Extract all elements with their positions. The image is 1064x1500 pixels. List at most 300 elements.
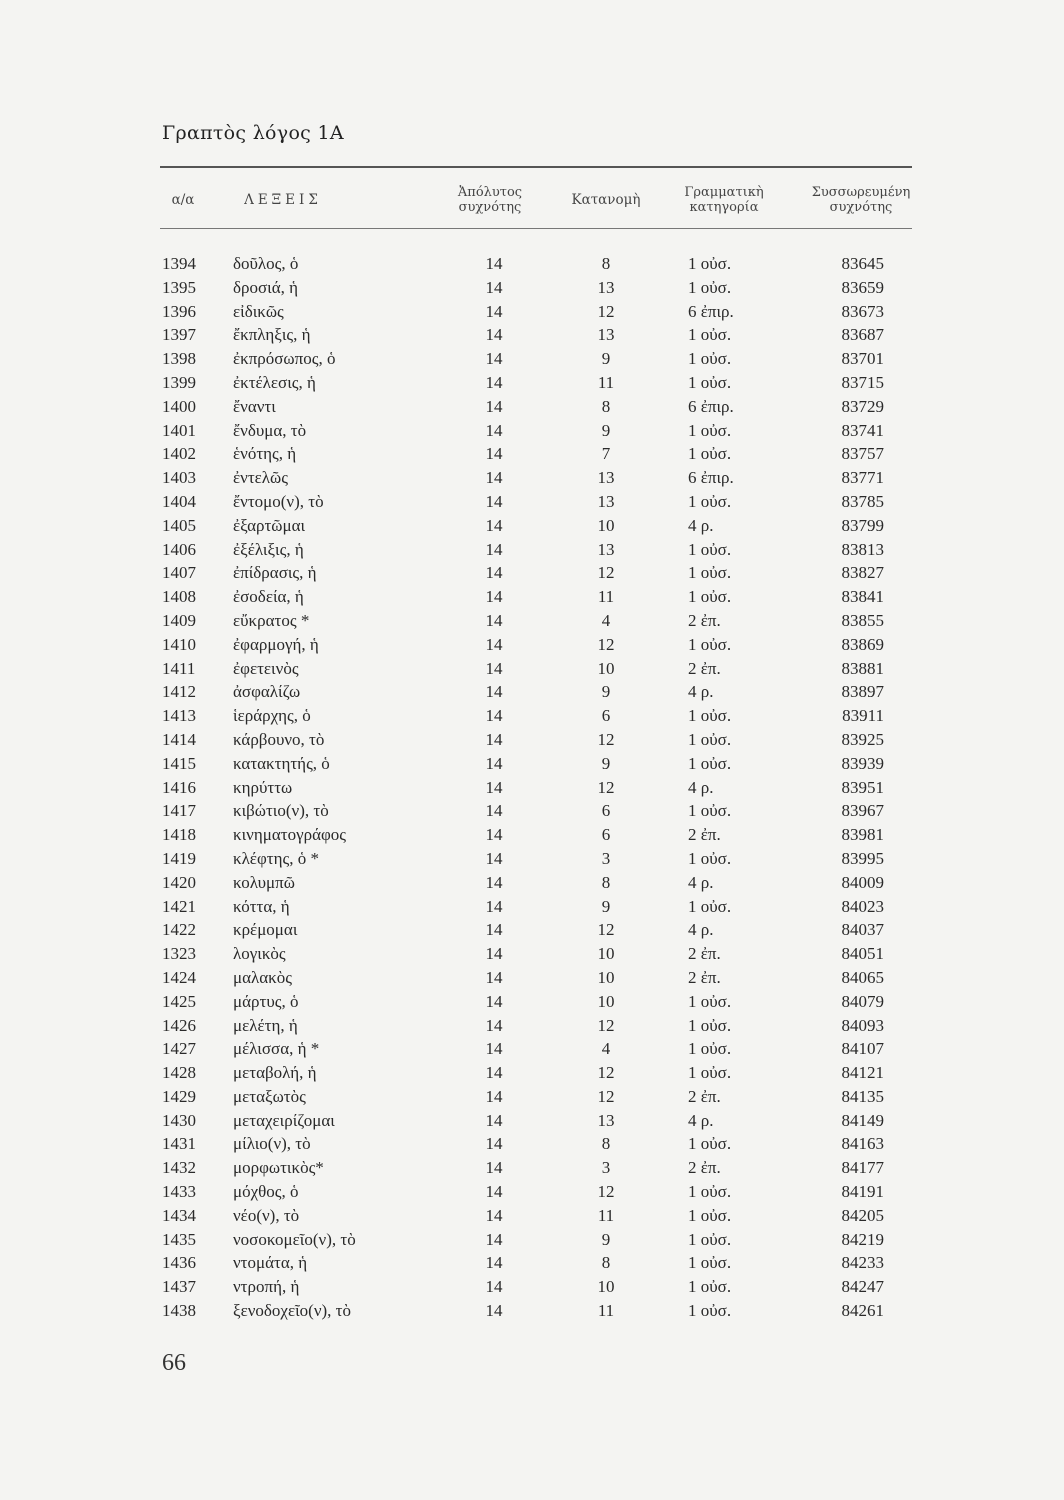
row-absolute-frequency: 14 bbox=[485, 658, 503, 678]
header-gram-line1: Γραμματικὴ bbox=[684, 185, 764, 200]
header-gram bbox=[666, 178, 782, 222]
row-distribution: 12 bbox=[597, 634, 615, 654]
table-row bbox=[0, 1085, 1064, 1109]
row-grammatical-category: 1 οὐσ. bbox=[688, 277, 732, 297]
row-word: ἐντελῶς bbox=[233, 468, 288, 488]
row-word: μόχθος, ὁ bbox=[233, 1182, 299, 1202]
row-number: 1399 bbox=[162, 372, 196, 392]
row-absolute-frequency: 14 bbox=[485, 682, 503, 702]
row-word: νοσοκομεῖο(ν), τὸ bbox=[233, 1229, 356, 1249]
row-absolute-frequency: 14 bbox=[485, 1301, 503, 1321]
table-row bbox=[0, 871, 1064, 895]
row-number: 1436 bbox=[162, 1253, 196, 1273]
row-absolute-frequency: 14 bbox=[485, 1086, 503, 1106]
row-word: ἀσφαλίζω bbox=[233, 682, 301, 702]
row-number: 1431 bbox=[162, 1134, 196, 1154]
row-number: 1407 bbox=[162, 563, 196, 583]
row-cumulative-frequency: 83995 bbox=[841, 848, 884, 868]
row-absolute-frequency: 14 bbox=[485, 349, 503, 369]
row-distribution: 8 bbox=[601, 254, 611, 273]
row-grammatical-category: 1 οὐσ. bbox=[688, 1253, 732, 1273]
row-absolute-frequency: 14 bbox=[485, 1229, 503, 1249]
row-cumulative-frequency: 83757 bbox=[841, 444, 884, 464]
row-grammatical-category: 1 οὐσ. bbox=[688, 801, 732, 821]
row-cumulative-frequency: 83925 bbox=[841, 729, 884, 749]
row-grammatical-category: 1 οὐσ. bbox=[688, 991, 732, 1011]
table-row bbox=[0, 585, 1064, 609]
row-distribution: 6 bbox=[601, 825, 611, 845]
row-number: 1412 bbox=[162, 682, 196, 702]
row-distribution: 13 bbox=[597, 325, 615, 345]
row-grammatical-category: 2 ἐπ. bbox=[688, 610, 721, 630]
row-absolute-frequency: 14 bbox=[485, 587, 503, 607]
row-word: δροσιά, ἡ bbox=[233, 277, 299, 297]
row-grammatical-category: 4 ρ. bbox=[688, 920, 714, 940]
header-cum-line1: Συσσωρευμένη bbox=[811, 185, 911, 200]
row-word: κηρύττω bbox=[233, 777, 293, 797]
row-word: μεταξωτὸς bbox=[233, 1086, 306, 1106]
row-absolute-frequency: 14 bbox=[485, 1253, 503, 1273]
row-cumulative-frequency: 83855 bbox=[841, 610, 884, 630]
row-absolute-frequency: 14 bbox=[485, 444, 503, 464]
table-row bbox=[0, 1014, 1064, 1038]
row-distribution: 8 bbox=[601, 1253, 611, 1273]
row-distribution: 12 bbox=[597, 301, 615, 321]
row-absolute-frequency: 14 bbox=[485, 777, 503, 797]
row-number: 1434 bbox=[162, 1205, 196, 1225]
row-grammatical-category: 1 οὐσ. bbox=[688, 1039, 732, 1059]
row-grammatical-category: 1 οὐσ. bbox=[688, 1229, 732, 1249]
table-row bbox=[0, 1132, 1064, 1156]
header-distribution bbox=[556, 178, 656, 222]
row-absolute-frequency: 14 bbox=[485, 515, 503, 535]
row-distribution: 7 bbox=[601, 444, 611, 464]
row-absolute-frequency: 14 bbox=[485, 420, 503, 440]
row-number: 1406 bbox=[162, 539, 196, 559]
row-grammatical-category: 1 οὐσ. bbox=[688, 1277, 732, 1297]
row-absolute-frequency: 14 bbox=[485, 991, 503, 1011]
row-word: μεταχειρίζομαι bbox=[233, 1110, 335, 1130]
row-grammatical-category: 1 οὐσ. bbox=[688, 444, 732, 464]
row-grammatical-category: 2 ἐπ. bbox=[688, 944, 721, 964]
row-grammatical-category: 1 οὐσ. bbox=[688, 349, 732, 369]
row-absolute-frequency: 14 bbox=[485, 254, 503, 273]
row-number: 1420 bbox=[162, 872, 196, 892]
row-distribution: 4 bbox=[601, 1039, 611, 1059]
row-absolute-frequency: 14 bbox=[485, 848, 503, 868]
row-cumulative-frequency: 83911 bbox=[842, 706, 884, 726]
row-word: κόττα, ἡ bbox=[233, 896, 290, 916]
row-word: μορφωτικὸς* bbox=[233, 1158, 324, 1178]
row-grammatical-category: 6 ἐπιρ. bbox=[688, 468, 734, 488]
row-grammatical-category: 1 οὐσ. bbox=[688, 563, 732, 583]
row-cumulative-frequency: 83645 bbox=[841, 254, 884, 273]
row-word: ἐκπρόσωπος, ὁ bbox=[233, 349, 336, 369]
top-rule bbox=[160, 166, 912, 168]
row-distribution: 8 bbox=[601, 872, 611, 892]
row-cumulative-frequency: 83771 bbox=[841, 468, 884, 488]
row-grammatical-category: 2 ἐπ. bbox=[688, 1158, 721, 1178]
row-distribution: 12 bbox=[597, 1063, 615, 1083]
row-number: 1418 bbox=[162, 825, 196, 845]
row-cumulative-frequency: 83799 bbox=[841, 515, 884, 535]
header-abs-freq-line1: Ἀπόλυτος bbox=[457, 185, 523, 200]
row-distribution: 12 bbox=[597, 920, 615, 940]
row-distribution: 9 bbox=[601, 1229, 611, 1249]
row-cumulative-frequency: 84051 bbox=[841, 944, 884, 964]
row-number: 1323 bbox=[162, 944, 196, 964]
row-absolute-frequency: 14 bbox=[485, 1015, 503, 1035]
row-word: ἱεράρχης, ὁ bbox=[233, 706, 311, 726]
row-word: νέο(ν), τὸ bbox=[233, 1205, 300, 1225]
row-absolute-frequency: 14 bbox=[485, 944, 503, 964]
row-number: 1403 bbox=[162, 468, 196, 488]
row-cumulative-frequency: 84261 bbox=[841, 1301, 884, 1321]
row-distribution: 4 bbox=[601, 610, 611, 630]
table-row bbox=[0, 561, 1064, 585]
row-cumulative-frequency: 84093 bbox=[841, 1015, 884, 1035]
table-row bbox=[0, 966, 1064, 990]
table-row bbox=[0, 895, 1064, 919]
row-cumulative-frequency: 84065 bbox=[841, 967, 884, 987]
header-words bbox=[228, 178, 338, 222]
row-cumulative-frequency: 84233 bbox=[841, 1253, 884, 1273]
row-absolute-frequency: 14 bbox=[485, 610, 503, 630]
row-cumulative-frequency: 84205 bbox=[841, 1205, 884, 1225]
header-index bbox=[160, 178, 206, 222]
header-index-label: α/α bbox=[171, 191, 195, 208]
row-word: κατακτητής, ὁ bbox=[233, 753, 330, 773]
row-cumulative-frequency: 83813 bbox=[841, 539, 884, 559]
header-abs-freq bbox=[430, 178, 550, 222]
row-absolute-frequency: 14 bbox=[485, 301, 503, 321]
row-cumulative-frequency: 84163 bbox=[841, 1134, 884, 1154]
row-grammatical-category: 1 οὐσ. bbox=[688, 1063, 732, 1083]
row-number: 1402 bbox=[162, 444, 196, 464]
row-number: 1395 bbox=[162, 277, 196, 297]
row-word: εὔκρατος * bbox=[233, 610, 310, 630]
row-word: κάρβουνο, τὸ bbox=[233, 729, 325, 749]
table-row bbox=[0, 990, 1064, 1014]
table-row bbox=[0, 1037, 1064, 1061]
row-grammatical-category: 2 ἐπ. bbox=[688, 1086, 721, 1106]
row-grammatical-category: 1 οὐσ. bbox=[688, 706, 732, 726]
table-row bbox=[0, 395, 1064, 419]
row-cumulative-frequency: 83939 bbox=[841, 753, 884, 773]
row-distribution: 8 bbox=[601, 1134, 611, 1154]
row-number: 1424 bbox=[162, 967, 196, 987]
row-cumulative-frequency: 83881 bbox=[841, 658, 884, 678]
row-word: μελέτη, ἡ bbox=[233, 1015, 298, 1035]
row-grammatical-category: 1 οὐσ. bbox=[688, 1205, 732, 1225]
row-distribution: 12 bbox=[597, 777, 615, 797]
row-grammatical-category: 4 ρ. bbox=[688, 777, 714, 797]
row-grammatical-category: 1 οὐσ. bbox=[688, 420, 732, 440]
row-cumulative-frequency: 83897 bbox=[841, 682, 884, 702]
row-absolute-frequency: 14 bbox=[485, 1277, 503, 1297]
row-absolute-frequency: 14 bbox=[485, 396, 503, 416]
table-row bbox=[0, 323, 1064, 347]
row-number: 1428 bbox=[162, 1063, 196, 1083]
row-word: ἔκπληξις, ἡ bbox=[233, 325, 311, 345]
row-word: ξενοδοχεῖο(ν), τὸ bbox=[233, 1301, 352, 1321]
row-cumulative-frequency: 83729 bbox=[841, 396, 884, 416]
row-distribution: 9 bbox=[601, 349, 611, 369]
row-number: 1410 bbox=[162, 634, 196, 654]
row-word: κινηματογράφος bbox=[233, 825, 347, 845]
row-distribution: 13 bbox=[597, 491, 615, 511]
row-number: 1427 bbox=[162, 1039, 196, 1059]
row-absolute-frequency: 14 bbox=[485, 729, 503, 749]
table-row bbox=[0, 1156, 1064, 1180]
row-cumulative-frequency: 84107 bbox=[841, 1039, 884, 1059]
row-cumulative-frequency: 83869 bbox=[841, 634, 884, 654]
row-cumulative-frequency: 84191 bbox=[841, 1182, 884, 1202]
row-cumulative-frequency: 83981 bbox=[841, 825, 884, 845]
row-absolute-frequency: 14 bbox=[485, 825, 503, 845]
row-number: 1398 bbox=[162, 349, 196, 369]
row-number: 1400 bbox=[162, 396, 196, 416]
row-absolute-frequency: 14 bbox=[485, 1063, 503, 1083]
row-grammatical-category: 1 οὐσ. bbox=[688, 539, 732, 559]
table-row bbox=[0, 1275, 1064, 1299]
table-row bbox=[0, 419, 1064, 443]
row-number: 1401 bbox=[162, 420, 196, 440]
row-absolute-frequency: 14 bbox=[485, 468, 503, 488]
table-row bbox=[0, 776, 1064, 800]
row-distribution: 9 bbox=[601, 682, 611, 702]
row-absolute-frequency: 14 bbox=[485, 1039, 503, 1059]
row-grammatical-category: 1 οὐσ. bbox=[688, 1134, 732, 1154]
row-number: 1416 bbox=[162, 777, 196, 797]
row-number: 1394 bbox=[162, 254, 196, 273]
row-cumulative-frequency: 84219 bbox=[841, 1229, 884, 1249]
table-row bbox=[0, 1180, 1064, 1204]
table-row bbox=[0, 442, 1064, 466]
row-absolute-frequency: 14 bbox=[485, 372, 503, 392]
row-cumulative-frequency: 84023 bbox=[841, 896, 884, 916]
row-number: 1422 bbox=[162, 920, 196, 940]
table-body bbox=[0, 252, 1064, 1323]
table-row bbox=[0, 538, 1064, 562]
row-absolute-frequency: 14 bbox=[485, 277, 503, 297]
row-number: 1404 bbox=[162, 491, 196, 511]
row-grammatical-category: 6 ἐπιρ. bbox=[688, 396, 734, 416]
row-grammatical-category: 4 ρ. bbox=[688, 872, 714, 892]
row-absolute-frequency: 14 bbox=[485, 1134, 503, 1154]
row-word: ἐφαρμογή, ἡ bbox=[233, 634, 319, 654]
row-word: μέλισσα, ἡ * bbox=[233, 1039, 320, 1059]
row-word: εἰδικῶς bbox=[233, 301, 284, 321]
row-grammatical-category: 1 οὐσ. bbox=[688, 1015, 732, 1035]
table-row bbox=[0, 942, 1064, 966]
row-cumulative-frequency: 83701 bbox=[841, 349, 884, 369]
row-word: ἐπίδρασις, ἡ bbox=[233, 563, 317, 583]
row-number: 1414 bbox=[162, 729, 196, 749]
row-grammatical-category: 2 ἐπ. bbox=[688, 658, 721, 678]
row-grammatical-category: 1 οὐσ. bbox=[688, 1301, 732, 1321]
row-word: λογικὸς bbox=[233, 944, 286, 964]
row-distribution: 10 bbox=[597, 515, 615, 535]
row-number: 1433 bbox=[162, 1182, 196, 1202]
header-abs-freq-line2: συχνότης bbox=[458, 200, 522, 215]
header-gram-line2: κατηγορία bbox=[689, 200, 759, 215]
header-distribution-label: Κατανομὴ bbox=[571, 191, 641, 208]
header-cum bbox=[802, 178, 920, 222]
row-grammatical-category: 1 οὐσ. bbox=[688, 254, 732, 273]
table-row bbox=[0, 1061, 1064, 1085]
row-number: 1413 bbox=[162, 706, 196, 726]
row-number: 1409 bbox=[162, 610, 196, 630]
row-absolute-frequency: 14 bbox=[485, 896, 503, 916]
row-absolute-frequency: 14 bbox=[485, 1158, 503, 1178]
row-grammatical-category: 2 ἐπ. bbox=[688, 825, 721, 845]
row-distribution: 3 bbox=[601, 1158, 611, 1178]
row-absolute-frequency: 14 bbox=[485, 753, 503, 773]
row-number: 1421 bbox=[162, 896, 196, 916]
row-number: 1405 bbox=[162, 515, 196, 535]
row-distribution: 13 bbox=[597, 1110, 615, 1130]
row-grammatical-category: 1 οὐσ. bbox=[688, 1182, 732, 1202]
page-number: 66 bbox=[162, 1350, 186, 1376]
row-cumulative-frequency: 83741 bbox=[841, 420, 884, 440]
row-grammatical-category: 1 οὐσ. bbox=[688, 753, 732, 773]
row-cumulative-frequency: 84135 bbox=[841, 1086, 884, 1106]
table-row bbox=[0, 300, 1064, 324]
row-number: 1435 bbox=[162, 1229, 196, 1249]
row-word: ντροπή, ἡ bbox=[233, 1277, 300, 1297]
row-word: ντομάτα, ἡ bbox=[233, 1253, 308, 1273]
row-distribution: 9 bbox=[601, 420, 611, 440]
row-absolute-frequency: 14 bbox=[485, 1182, 503, 1202]
row-cumulative-frequency: 84009 bbox=[841, 872, 884, 892]
row-word: ἐσοδεία, ἡ bbox=[233, 587, 304, 607]
row-absolute-frequency: 14 bbox=[485, 801, 503, 821]
row-word: ἔντομο(ν), τὸ bbox=[233, 491, 324, 511]
table-row bbox=[0, 1299, 1064, 1323]
row-word: ἔναντι bbox=[233, 396, 276, 416]
table-row bbox=[0, 347, 1064, 371]
table-row bbox=[0, 823, 1064, 847]
row-distribution: 9 bbox=[601, 896, 611, 916]
row-cumulative-frequency: 83967 bbox=[841, 801, 884, 821]
table-row bbox=[0, 371, 1064, 395]
row-cumulative-frequency: 83673 bbox=[841, 301, 884, 321]
row-distribution: 12 bbox=[597, 1086, 615, 1106]
header-words-label: ΛΕΞΕΙΣ bbox=[244, 191, 322, 208]
row-cumulative-frequency: 84037 bbox=[841, 920, 884, 940]
row-absolute-frequency: 14 bbox=[485, 539, 503, 559]
row-distribution: 11 bbox=[597, 1301, 615, 1321]
row-distribution: 8 bbox=[601, 396, 611, 416]
row-distribution: 13 bbox=[597, 539, 615, 559]
row-cumulative-frequency: 83827 bbox=[841, 563, 884, 583]
table-row bbox=[0, 609, 1064, 633]
page-title: Γραπτὸς λόγος 1Α bbox=[162, 122, 344, 144]
row-word: μίλιο(ν), τὸ bbox=[233, 1134, 311, 1154]
row-word: ἔνδυμα, τὸ bbox=[233, 420, 307, 440]
row-distribution: 9 bbox=[601, 753, 611, 773]
row-distribution: 12 bbox=[597, 729, 615, 749]
row-number: 1419 bbox=[162, 848, 196, 868]
row-number: 1415 bbox=[162, 753, 196, 773]
row-grammatical-category: 2 ἐπ. bbox=[688, 967, 721, 987]
table-row bbox=[0, 799, 1064, 823]
row-distribution: 11 bbox=[597, 372, 615, 392]
row-distribution: 6 bbox=[601, 706, 611, 726]
row-grammatical-category: 4 ρ. bbox=[688, 1110, 714, 1130]
row-word: ἐξαρτῶμαι bbox=[233, 515, 306, 535]
row-word: κλέφτης, ὁ * bbox=[233, 848, 319, 868]
row-absolute-frequency: 14 bbox=[485, 1205, 503, 1225]
row-distribution: 12 bbox=[597, 1182, 615, 1202]
row-cumulative-frequency: 84121 bbox=[841, 1063, 884, 1083]
row-word: ἐφετεινὸς bbox=[233, 658, 299, 678]
table-row bbox=[0, 466, 1064, 490]
table-row bbox=[0, 276, 1064, 300]
row-distribution: 6 bbox=[601, 801, 611, 821]
table-row bbox=[0, 728, 1064, 752]
row-distribution: 10 bbox=[597, 944, 615, 964]
table-row bbox=[0, 1109, 1064, 1133]
row-word: κρέμομαι bbox=[233, 920, 298, 940]
row-absolute-frequency: 14 bbox=[485, 1110, 503, 1130]
row-absolute-frequency: 14 bbox=[485, 491, 503, 511]
row-number: 1417 bbox=[162, 801, 196, 821]
row-word: μαλακὸς bbox=[233, 967, 292, 987]
row-absolute-frequency: 14 bbox=[485, 634, 503, 654]
table-row bbox=[0, 1251, 1064, 1275]
table-row bbox=[0, 1204, 1064, 1228]
table-row bbox=[0, 633, 1064, 657]
row-number: 1437 bbox=[162, 1277, 196, 1297]
row-grammatical-category: 1 οὐσ. bbox=[688, 372, 732, 392]
row-cumulative-frequency: 84177 bbox=[841, 1158, 884, 1178]
row-absolute-frequency: 14 bbox=[485, 706, 503, 726]
row-word: δοῦλος, ὁ bbox=[233, 254, 299, 273]
row-absolute-frequency: 14 bbox=[485, 967, 503, 987]
row-grammatical-category: 1 οὐσ. bbox=[688, 634, 732, 654]
row-grammatical-category: 1 οὐσ. bbox=[688, 729, 732, 749]
row-grammatical-category: 1 οὐσ. bbox=[688, 325, 732, 345]
row-distribution: 10 bbox=[597, 967, 615, 987]
row-grammatical-category: 4 ρ. bbox=[688, 515, 714, 535]
row-number: 1411 bbox=[162, 658, 196, 678]
row-distribution: 3 bbox=[601, 848, 611, 868]
row-distribution: 10 bbox=[597, 991, 615, 1011]
row-distribution: 10 bbox=[597, 1277, 615, 1297]
table-row bbox=[0, 704, 1064, 728]
row-cumulative-frequency: 83785 bbox=[841, 491, 884, 511]
row-number: 1397 bbox=[162, 325, 196, 345]
row-number: 1396 bbox=[162, 301, 196, 321]
header-cum-line2: συχνότης bbox=[829, 200, 893, 215]
row-absolute-frequency: 14 bbox=[485, 920, 503, 940]
row-number: 1432 bbox=[162, 1158, 196, 1178]
row-distribution: 12 bbox=[597, 563, 615, 583]
row-grammatical-category: 1 οὐσ. bbox=[688, 587, 732, 607]
table-row bbox=[0, 657, 1064, 681]
row-number: 1438 bbox=[162, 1301, 196, 1321]
table-row bbox=[0, 490, 1064, 514]
row-grammatical-category: 1 οὐσ. bbox=[688, 848, 732, 868]
row-word: ἐξέλιξις, ἡ bbox=[233, 539, 304, 559]
row-grammatical-category: 4 ρ. bbox=[688, 682, 714, 702]
row-number: 1425 bbox=[162, 991, 196, 1011]
row-cumulative-frequency: 84149 bbox=[841, 1110, 884, 1130]
row-cumulative-frequency: 83715 bbox=[841, 372, 884, 392]
row-cumulative-frequency: 83687 bbox=[841, 325, 884, 345]
